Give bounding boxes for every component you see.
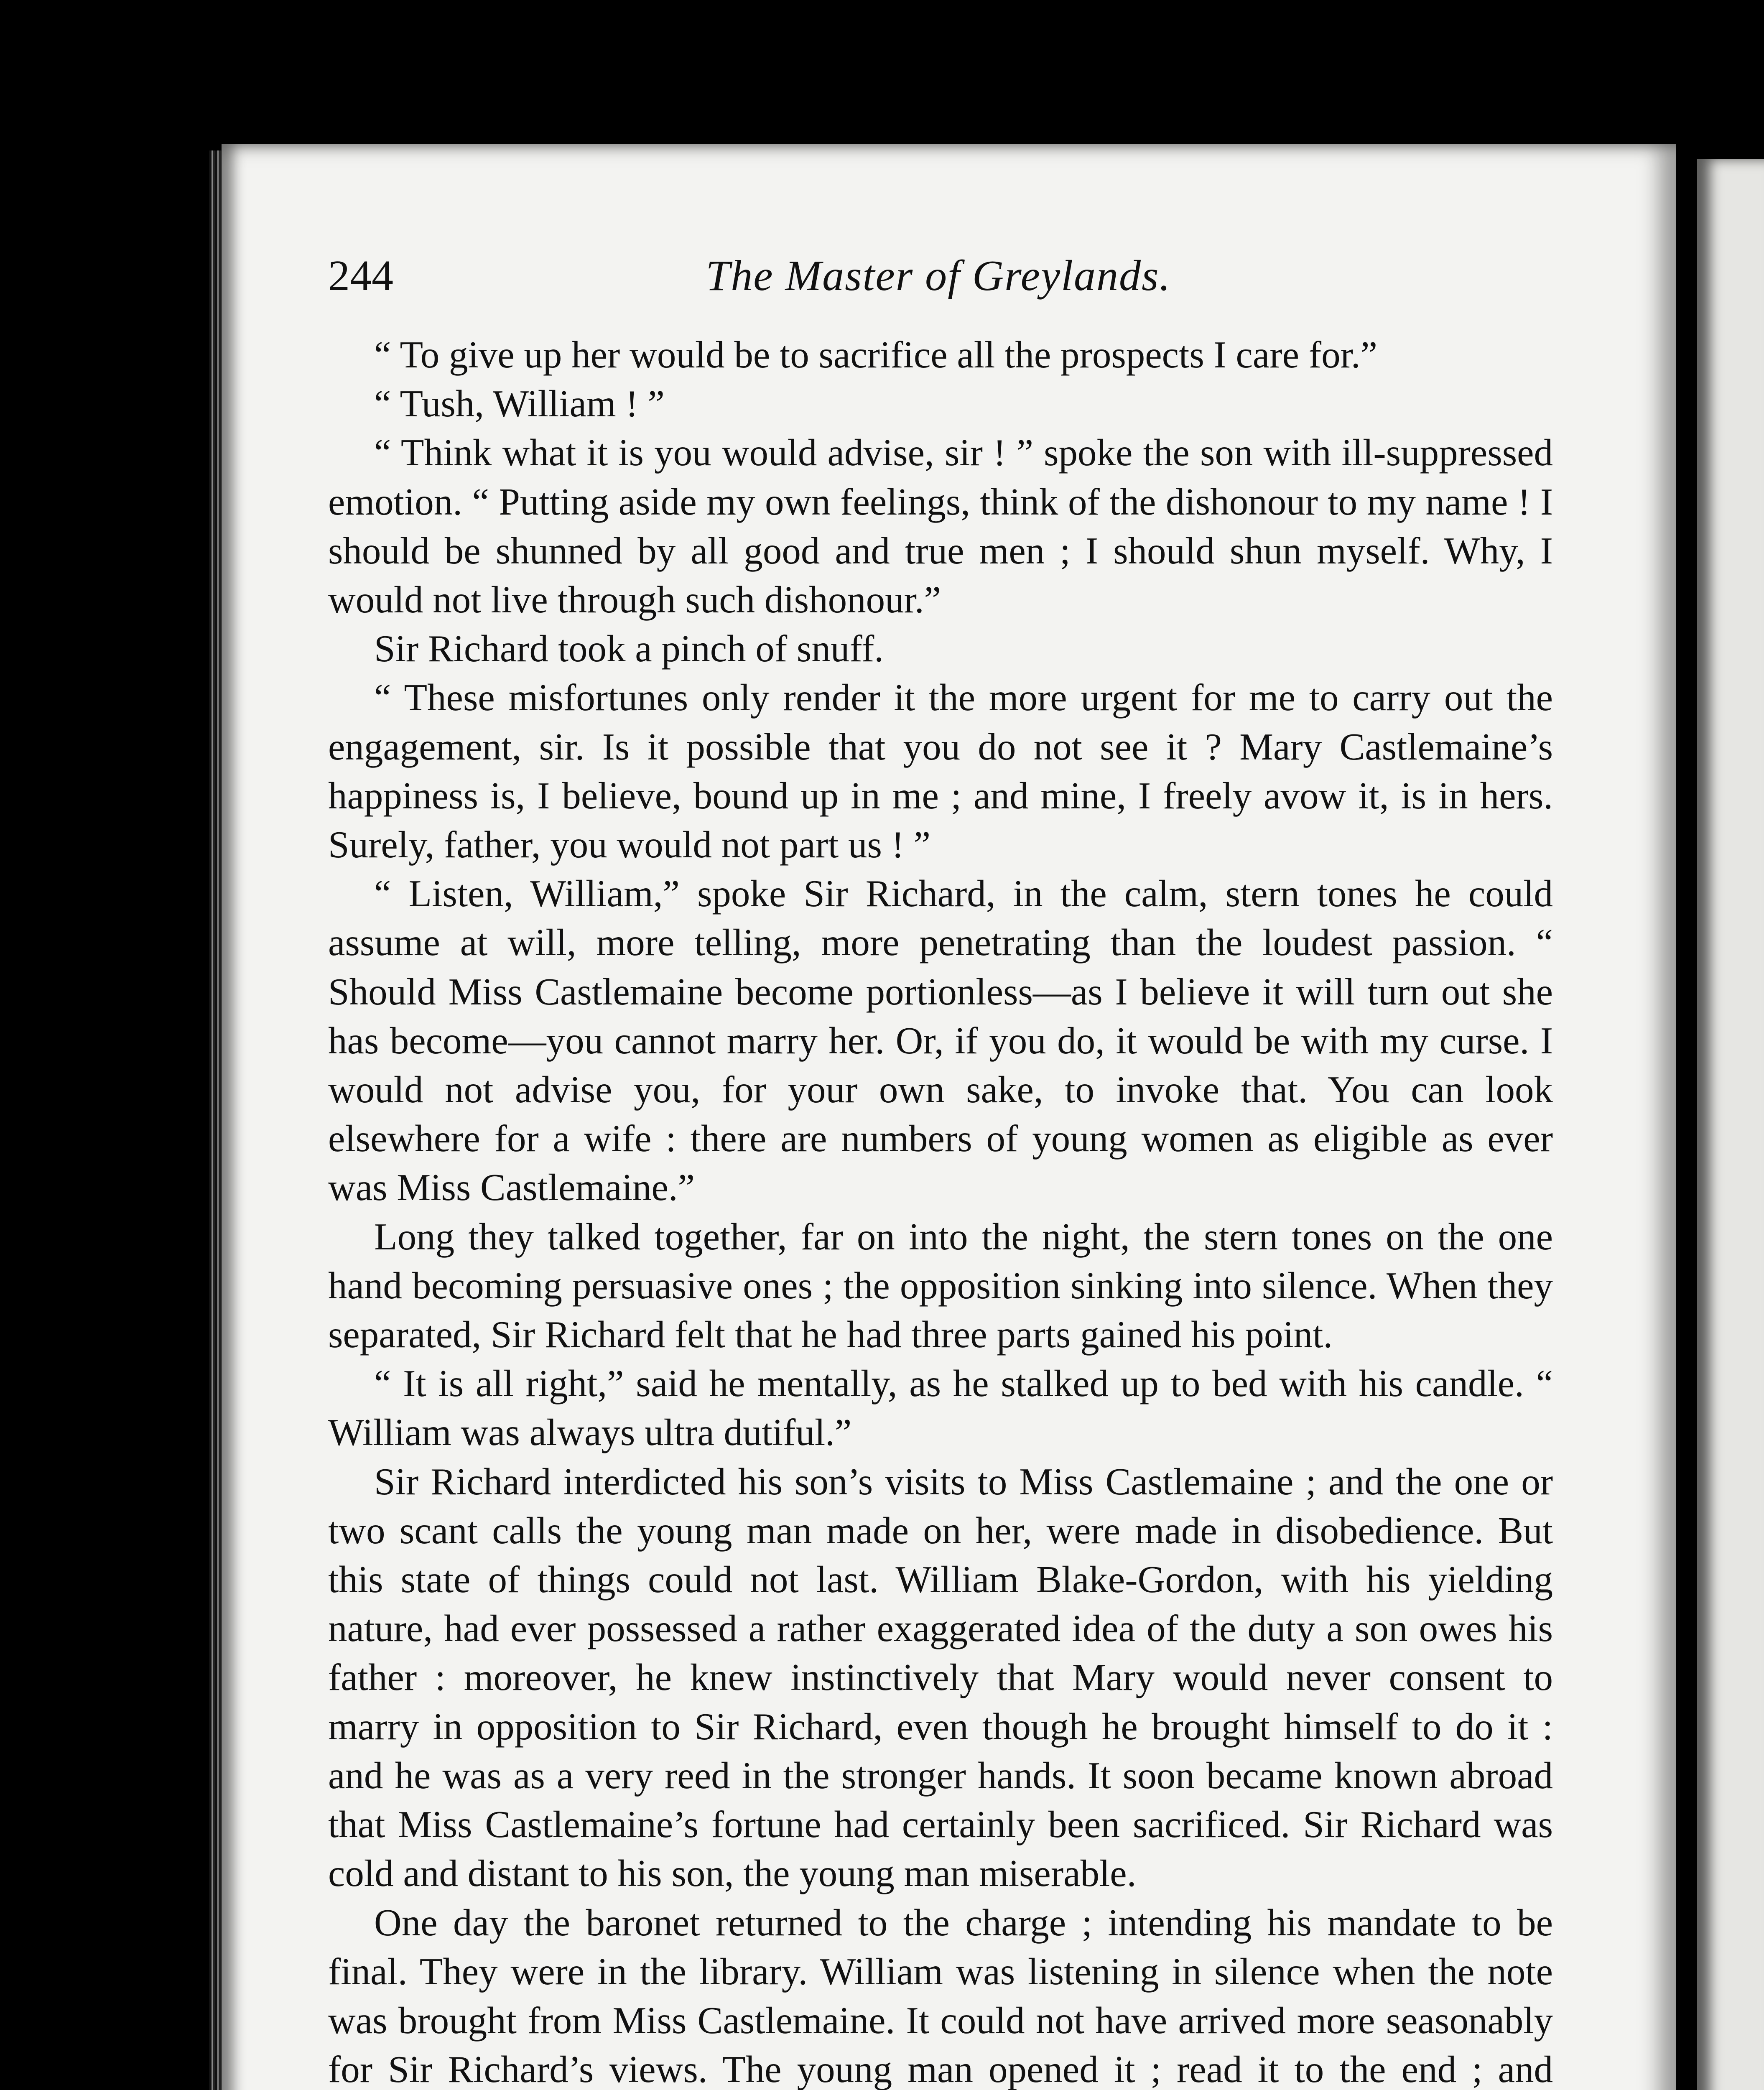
facing-page-edge xyxy=(1697,159,1764,2090)
paragraph: “ Tush, William ! ” xyxy=(374,382,665,425)
paragraph: One day the baronet returned to the charge ; intending his mandate to be final. They were in the library. William was listening in silence when the note was brought from Miss Castlemaine. It could not have arrived more seasonably for Sir Richard’s views. The young man opened it ; read it to the end ; and xyxy=(328,1901,1553,2090)
body-text xyxy=(328,330,1553,2090)
running-title: The Master of Greylands. xyxy=(706,252,1171,300)
page-number: 244 xyxy=(328,252,393,300)
paragraph: Sir Richard interdicted his son’s visits to Miss Castlemaine ; and the one or two scant calls the young man made on her, were made in disobedience. But this state of things could not last. William Blake-Gordon, with his yielding nature, had ever possessed a rather exaggerated idea of the duty a son owes his father : moreover, he knew instinctively that Mary would never consent to marry in opposition to Sir Richard, even though he brought himself to do it : and he was as a very reed in the stronger hands. It soon became known abroad that Miss Castlemaine’s fortune had certainly been sacrificed. Sir Richard was cold and distant to his son, the young man miserable. xyxy=(328,1460,1553,1895)
paragraph: “ Think what it is you would advise, sir ! ” spoke the son with ill-suppressed emotion. “ Putting aside my own feelings, think of the dishonour to my name ! I should be shunned by all good and true men ; I should shun myself. Why, I would not live through such dishonour.” xyxy=(328,431,1553,621)
paragraph: Long they talked together, far on into the night, the stern tones on the one hand becoming persuasive ones ; the opposition sinking into silence. When they separated, Sir Richard felt that he had three parts gained his point. xyxy=(328,1215,1553,1356)
paragraph: “ To give up her would be to sacrifice all the prospects I care for.” xyxy=(374,334,1377,376)
paragraph: Sir Richard took a pinch of snuff. xyxy=(374,627,884,670)
paragraph: “ These misfortunes only render it the more urgent for me to carry out the engagement, sir. Is it possible that you do not see it ? Mary Castlemaine’s happiness is, I believe, bound up in me ; and mine, I freely avow it, is in hers. Surely, father, you would not part us ! ” xyxy=(328,676,1553,866)
paragraph: “ Listen, William,” spoke Sir Richard, in the calm, stern tones he could assume at will, more telling, more penetrating than the loudest passion. “ Should Miss Castlemaine become portionless—as I believe it will turn out she has become—you cannot marry her. Or, if you do, it would be with my curse. I would not advise you, for your own sake, to invoke that. You can look elsewhere for a wife : there are numbers of young women as eligible as ever was Miss Castlemaine.” xyxy=(328,872,1553,1209)
page-header xyxy=(328,251,1549,309)
paragraph: “ It is all right,” said he mentally, as he stalked up to bed with his candle. “ William was always ultra dutiful.” xyxy=(328,1362,1553,1454)
